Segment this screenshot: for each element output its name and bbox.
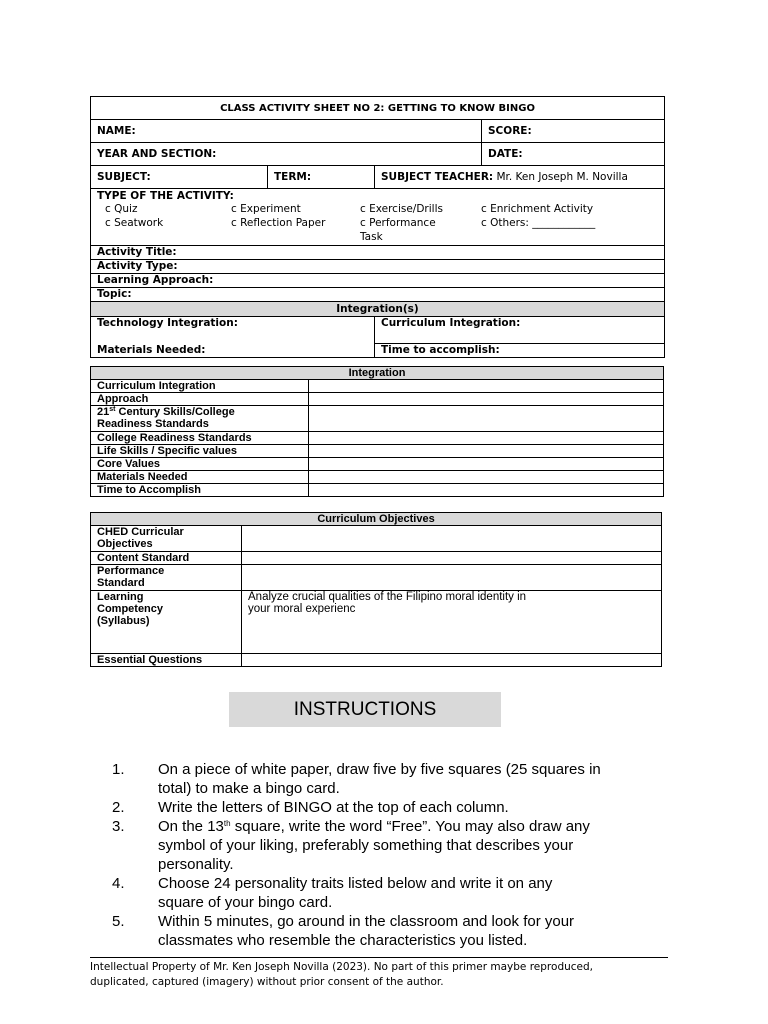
item-text [158, 874, 692, 912]
item-line: Choose 24 personality traits listed below and write it on any [158, 875, 553, 892]
option-enrichment: c Enrichment Activity [481, 203, 594, 215]
row-life-skills: Life Skills / Specific values [91, 445, 309, 458]
curriculum-objectives-heading: Curriculum Objectives [91, 513, 662, 526]
row-21-suffix: st [109, 406, 116, 413]
value-cell [309, 393, 664, 406]
item-line: On a piece of white paper, draw five by five squares (25 squares in [158, 761, 601, 778]
competency-value-line2: your moral experienc [248, 603, 356, 615]
item-number: 1. [112, 761, 125, 778]
item-line: personality. [158, 856, 234, 873]
performance-line2: Standard [97, 577, 145, 589]
curriculum-objectives-table [90, 512, 662, 667]
list-item [112, 760, 692, 798]
row-21-number: 21 [97, 406, 110, 418]
row-college-readiness: College Readiness Standards [91, 432, 309, 445]
sheet-title: CLASS ACTIVITY SHEET NO 2: GETTING TO KNOW BINGO [91, 97, 665, 120]
value-cell [309, 380, 664, 393]
competency-line2: Competency [97, 603, 164, 615]
integrations-heading: Integration(s) [91, 302, 665, 317]
subject-field: SUBJECT: [91, 166, 268, 189]
term-field: TERM: [268, 166, 375, 189]
option-performance-wrap: Task [360, 231, 383, 243]
row-curriculum-integration: Curriculum Integration [91, 380, 309, 393]
item-number: 5. [112, 913, 125, 930]
item-line: square of your bingo card. [158, 894, 333, 911]
row-performance-standard [91, 565, 242, 591]
row-21-text: Century Skills/College [115, 406, 235, 418]
value-cell [242, 565, 662, 591]
item-text [158, 760, 692, 798]
teacher-label: SUBJECT TEACHER: [381, 170, 494, 183]
row-learning-competency [91, 591, 242, 654]
list-item [112, 798, 692, 817]
value-cell [242, 552, 662, 565]
materials-needed-field: Materials Needed: [91, 344, 375, 358]
item-number: 2. [112, 799, 125, 816]
activity-type-options [97, 203, 658, 245]
competency-line1: Learning [97, 591, 144, 603]
footer-line1: Intellectual Property of Mr. Ken Joseph Novilla (2023). No part of this primer maybe reproduced, [90, 961, 594, 973]
row-essential-questions: Essential Questions [91, 654, 242, 667]
competency-value-line1: Analyze crucial qualities of the Filipino moral identity in [248, 591, 527, 603]
item-line: Within 5 minutes, go around in the classroom and look for your [158, 913, 575, 930]
teacher-field [375, 166, 665, 189]
topic-field: Topic: [91, 288, 665, 302]
item-text [158, 912, 692, 950]
performance-line1: Performance [97, 565, 165, 577]
row-21-text-line2: Readiness Standards [97, 418, 209, 430]
activity-sheet-header-table [90, 96, 665, 358]
row-materials-needed: Materials Needed [91, 471, 309, 484]
row-core-values: Core Values [91, 458, 309, 471]
row-content-standard: Content Standard [91, 552, 242, 565]
row-time-to-accomplish: Time to Accomplish [91, 484, 309, 497]
item-text [158, 798, 692, 817]
value-cell [242, 654, 662, 667]
teacher-name: Mr. Ken Joseph M. Novilla [496, 170, 628, 183]
row-21st-century [91, 406, 309, 432]
item-line-end: square, write the word “Free”. You may also draw any [230, 818, 590, 835]
ched-line1: CHED Curricular [97, 526, 184, 538]
technology-integration-field: Technology Integration: [91, 317, 375, 344]
integration-heading: Integration [91, 367, 664, 380]
option-seatwork: c Seatwork [105, 217, 164, 229]
competency-line3: (Syllabus) [97, 615, 150, 627]
item-number: 4. [112, 875, 125, 892]
instructions-list [112, 760, 692, 950]
option-exercise: c Exercise/Drills [360, 203, 443, 215]
option-reflection: c Reflection Paper [231, 217, 326, 229]
activity-title-field: Activity Title: [91, 246, 665, 260]
item-line-start: On the 13 [158, 818, 224, 835]
date-field: DATE: [482, 143, 665, 166]
item-line: classmates who resemble the characteristics you listed. [158, 932, 528, 949]
option-quiz: c Quiz [105, 203, 138, 215]
year-section-field: YEAR AND SECTION: [91, 143, 482, 166]
footer-line2: duplicated, captured (imagery) without prior consent of the author. [90, 976, 444, 988]
footer-divider [90, 957, 668, 958]
ched-line2: Objectives [97, 538, 153, 550]
item-line: Write the letters of BINGO at the top of each column. [158, 799, 509, 816]
score-field: SCORE: [482, 120, 665, 143]
value-cell [309, 445, 664, 458]
value-cell [309, 484, 664, 497]
row-ched-objectives [91, 526, 242, 552]
value-cell [309, 406, 664, 432]
learning-approach-field: Learning Approach: [91, 274, 665, 288]
item-line: symbol of your liking, preferably something that describes your [158, 837, 574, 854]
row-approach: Approach [91, 393, 309, 406]
activity-type-section [91, 189, 665, 246]
name-field: NAME: [91, 120, 482, 143]
option-performance: c Performance [360, 217, 436, 229]
learning-competency-value [242, 591, 662, 654]
footer-copyright [90, 960, 690, 990]
item-text [158, 817, 692, 874]
list-item [112, 874, 692, 912]
list-item [112, 912, 692, 950]
option-others: c Others: ____________ [481, 217, 596, 229]
option-experiment: c Experiment [231, 203, 301, 215]
instructions-heading: INSTRUCTIONS [229, 692, 501, 727]
time-accomplish-field: Time to accomplish: [375, 344, 665, 358]
list-item [112, 817, 692, 874]
curriculum-integration-field: Curriculum Integration: [375, 317, 665, 344]
item-line: total) to make a bingo card. [158, 780, 340, 797]
value-cell [309, 471, 664, 484]
activity-type-heading: TYPE OF THE ACTIVITY: [97, 190, 234, 202]
integration-table [90, 366, 664, 497]
value-cell [242, 526, 662, 552]
item-number: 3. [112, 818, 125, 835]
value-cell [309, 432, 664, 445]
value-cell [309, 458, 664, 471]
ordinal-suffix: th [223, 819, 231, 828]
activity-type-field: Activity Type: [91, 260, 665, 274]
